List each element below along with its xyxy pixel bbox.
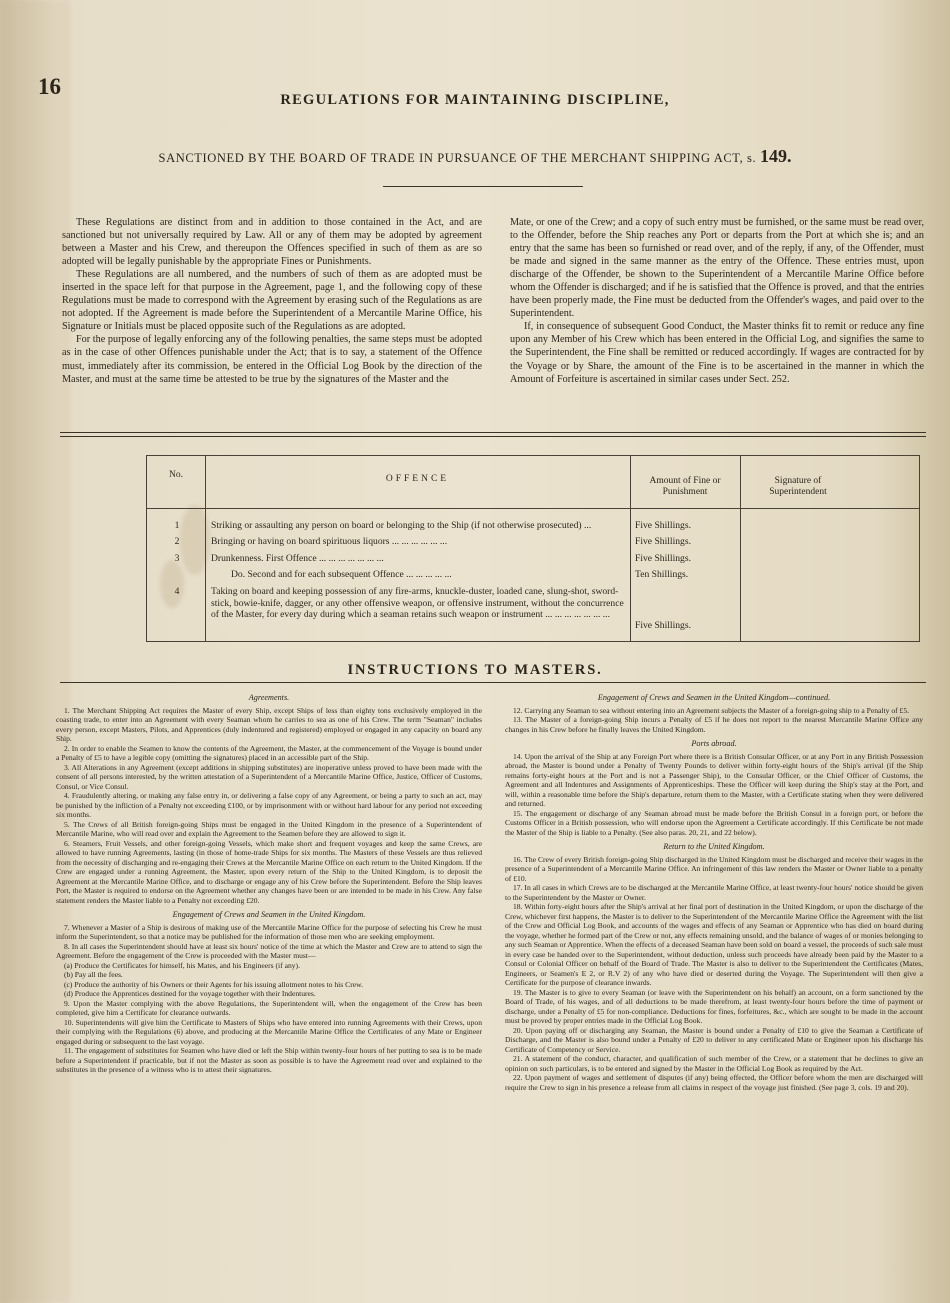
instruction-paragraph: 6. Steamers, Fruit Vessels, and other foreign-going Vessels, which make short and frequent voyages and keep the same Crews, are allowed to have running Agreements, lasting (in those of home-trade Ships for six months. The Masters of these Vessels are thus relieved from the necessity of discharging and re-engaging their Crews at the Mercantile Marine Office on each return to the United Kingdom. If the Crew are engaged under a running Agreement, the Master, upon every return of the Ship to the United Kingdom, is to deposit the Agreement at the Mercantile Marine Office, and to discharge or engage any of his Crew before the Superintendent. Before the Ship leaves Port, the Master is required to endorse on the Agreement whether any changes have been or are intended to be made in his Crew. Any false statement renders the Master liable to a Penalty not exceeding £20. bbox=[56, 838, 482, 905]
intro-paragraph: These Regulations are all numbered, and the numbers of such of them as are adopted must be inserted in the space left for that purpose in the Agreement, page 1, and the following copy of these Regulations must be made to correspond with the Agreement by erasing such of the Regulations as are not adopted. If the Agreement is made before the Superintendent of a Mercantile Marine Office, his Signature or Initials must be placed opposite such of the Regulations as are adopted. bbox=[62, 269, 482, 333]
instruction-paragraph: 18. Within forty-eight hours after the Ship's arrival at her final port of destination in the United Kingdom, or upon the discharge of the Crew, whichever first happens, the Master is to deliver to the Superintendent of the Mercantile Marine Office the Agreement with the list of the Crew and Official Log Book, and accounts of the wages and effects of any Seaman or Apprentice who has died on board during the voyage, whether he formed part of the Crew or not, any effects remaining unsold, and the balance of wages of or monies belonging to any such Seaman or Apprentice. When the effects of a deceased Seaman have been sold on board a vessel, the proceeds of such sale must in every case be handed over to the Superintendent, without deduction, unless such proceeds have already been paid by the Master to a Consul or Colonial Officer on behalf of the Board of Trade. The Master is also to deliver to the Superintendent the Certificates (Mates, Engineers, or Seamen's E 2, or R.V 2) of any who have died or deserted during the Voyage. The Superintendent will then give a Certificate for the purpose of clearance inwards. bbox=[505, 902, 923, 987]
section-heading: Engagement of Crews and Seamen in the United Kingdom. bbox=[172, 910, 366, 919]
instructions-title: INSTRUCTIONS TO MASTERS. bbox=[347, 662, 603, 678]
intro-left-column bbox=[62, 216, 482, 386]
instruction-paragraph: 3. All Alterations in any Agreement (except additions in shipping substitutes) are inoperative unless proved to have been made with the consent of all persons interested, by the written attestation of a Superintendent of a Mercantile Marine Office, Justice, Officer of Customs, Consul, or Vice Consul. bbox=[56, 762, 482, 791]
instructions-left-column bbox=[56, 688, 482, 1075]
instruction-paragraph: 11. The engagement of substitutes for Seamen who have died or left the Ship within twenty-four hours of her putting to sea is to be made before a Superintendent if practicable, but if not the Master as soon as possible is to have the Agreement read over and explained to the substitutes in the presence of a witness who is to attest their signatures. bbox=[56, 1046, 482, 1074]
row-number: 4 bbox=[174, 586, 180, 597]
instruction-paragraph: (d) Produce the Apprentices destined for the voyage together with their Indentures. bbox=[64, 989, 316, 998]
intro-paragraph: If, in consequence of subsequent Good Conduct, the Master thinks fit to remit or reduce any fine upon any Member of his Crew which has been entered in the Official Log, and signifies the same to the Superintendent, the Fine shall be remitted or reduced accordingly. If wages are contracted for by the Voyage or by Share, the amount of the Fine is to be ascertained in the manner in which the Amount of Forfeiture is ascertained in similar cases under Sect. 252. bbox=[510, 321, 924, 385]
section-rule bbox=[60, 432, 926, 433]
instruction-paragraph: 22. Upon payment of wages and settlement of disputes (if any) being effected, the Officer before whom the men are discharged will require the Crew to sign in his presence a release from all claims in respect of the voyage just finished. (See page 3, cols. 19 and 20). bbox=[505, 1073, 923, 1092]
instruction-paragraph: 5. The Crews of all British foreign-going Ships must be engaged in the United Kingdom in the presence of a Superintendent of Mercantile Marine, who will read over and explain the Agreement to the Seamen before they are allowed to sign it. bbox=[56, 819, 482, 838]
table-header-row bbox=[147, 456, 919, 509]
instruction-paragraph: 14. Upon the arrival of the Ship at any Foreign Port where there is a British Consular Officer, or at any Port in any British Possession abroad, the Master is bound under a Penalty of Twenty Pounds to deliver within forty-eight hours of the Ship's arrival (if the Ship remains forty-eight hours at the Port and is not a Passenger Ship), to the Consular Officer, or the Chief Officer of Customs, the Agreement and all Indentures and Assignments of Apprenticeships. These the Officer will keep during the Ship's stay at the Port, and will, within a reasonable time before the Ship's departure, return them to the Master, with a Certificate stating when they were delivered and returned. bbox=[505, 751, 923, 808]
row-offence: Do. Second and for each subsequent Offence ... ... ... ... ... bbox=[231, 569, 452, 580]
instructions-right-column bbox=[505, 688, 923, 1092]
section-heading: Agreements. bbox=[248, 693, 290, 702]
header-offence: OFFENCE bbox=[385, 474, 450, 484]
instruction-paragraph: 19. The Master is to give to every Seaman (or leave with the Superintendent on his behalf) an account, on a form sanctioned by the Board of Trade, of his wages, and of all deductions to be made therefrom, at least twenty-four hours before the time of payment or discharge, under a Penalty of £5 for non-compliance. Deductions for fines, forfeitures, &c., which are sought to be made in the account must be proved by proper entries made in the Official Log Book. bbox=[505, 987, 923, 1025]
section-heading: Return to the United Kingdom. bbox=[663, 842, 765, 851]
instruction-paragraph: (b) Pay all the fees. bbox=[64, 970, 123, 979]
section-rule bbox=[60, 436, 926, 437]
instruction-paragraph: 17. In all cases in which Crews are to be discharged at the Mercantile Marine Office, at least twenty-four hours' notice should be given to the Superintendent by the Master or Owner. bbox=[505, 883, 923, 902]
instruction-paragraph: 7. Whenever a Master of a Ship is desirous of making use of the Mercantile Marine Office for the purpose of selecting his Crew he must inform the Superintendent, so that a notice may be published for the information of those men who are seeking employment. bbox=[56, 922, 482, 941]
row-number: 3 bbox=[174, 553, 180, 564]
row-penalty: Five Shillings. bbox=[635, 553, 691, 564]
instructions-rule bbox=[60, 682, 926, 683]
instruction-paragraph: (c) Produce the authority of his Owners or their Agents for his issuing allotment notes to his Crew. bbox=[64, 979, 363, 989]
row-penalty: Five Shillings. bbox=[635, 520, 691, 531]
page-number: 16 bbox=[38, 74, 61, 99]
header-no: No. bbox=[169, 470, 183, 480]
instruction-paragraph: 4. Fraudulently altering, or making any false entry in, or delivering a false copy of any Agreement, or being a party to such an act, may be punished by the infliction of a Penalty not exceeding £100, or by imprisonment with or without hard labour for any period not exceeding six months. bbox=[56, 791, 482, 819]
subtitle-text: SANCTIONED BY THE BOARD OF TRADE IN PURSUANCE OF THE MERCHANT SHIPPING ACT, s. bbox=[158, 151, 757, 165]
instruction-paragraph: 2. In order to enable the Seamen to know the contents of the Agreement, the Master, at the commencement of the Voyage is bound under a Penalty of £5 to have a legible copy (omitting the signatures) placed in an accessible part of the Ship. bbox=[56, 743, 482, 762]
row-number: 2 bbox=[174, 536, 180, 547]
instruction-paragraph: (a) Produce the Certificates for himself, his Mates, and his Engineers (if any). bbox=[64, 960, 300, 970]
instruction-paragraph: 8. In all cases the Superintendent should have at least six hours' notice of the time at which the Master and Crew are to attend to sign the Agreement. Before the engagement of the Crew is proceeded with the Master must— bbox=[56, 941, 482, 960]
header-penalty: Amount of Fine or Punishment bbox=[649, 476, 721, 497]
row-penalty: Ten Shillings. bbox=[635, 569, 689, 580]
page-title: REGULATIONS FOR MAINTAINING DISCIPLINE, bbox=[280, 92, 670, 108]
subtitle-section: 149. bbox=[759, 146, 792, 166]
instruction-paragraph: 12. Carrying any Seaman to sea without entering into an Agreement subjects the Master of a foreign-going ship to a Penalty of £5. bbox=[513, 705, 910, 715]
title-rule bbox=[383, 186, 583, 187]
row-offence: Bringing or having on board spirituous liquors ... ... ... ... ... ... bbox=[211, 536, 448, 547]
section-heading: Ports abroad. bbox=[691, 739, 737, 748]
row-penalty: Five Shillings. bbox=[635, 536, 691, 547]
row-offence: Drunkenness. First Offence ... ... ... ... ... ... ... bbox=[211, 553, 384, 564]
instruction-paragraph: 9. Upon the Master complying with the above Regulations, the Superintendent will, when the engagement of the Crew has been completed, give him a Certificate for clearance outwards. bbox=[56, 998, 482, 1017]
instruction-paragraph: 10. Superintendents will give him the Certificate to Masters of Ships who have entered into running Agreements with their Crews, upon their complying with the Regulations (6) above, and producing at the Mercantile Marine Office the Certificates of any Mate or Engineer engaged during or subsequent to the last voyage. bbox=[56, 1017, 482, 1046]
instruction-paragraph: 13. The Master of a foreign-going Ship incurs a Penalty of £5 if he does not report to the nearest Mercantile Marine Office any changes in his Crew before he finally leaves the United Kingdom. bbox=[505, 715, 923, 734]
intro-paragraph: For the purpose of legally enforcing any of the following penalties, the same steps must be adopted as in the case of other Offences punishable under the Act; that is to say, a statement of the Offence must, immediately after its commission, be entered in the Official Log Book by the direction of the Master, and must at the same time be attested to be true by the signatures of the Master and the bbox=[62, 334, 482, 385]
section-heading: Engagement of Crews and Seamen in the United Kingdom—continued. bbox=[597, 693, 831, 702]
intro-right-column bbox=[510, 216, 924, 386]
intro-paragraph: These Regulations are distinct from and in addition to those contained in the Act, and are sanctioned but not universally required by Law. All or any of them may be adopted by agreement between a Master and his Crew, and thereupon the Offences specified in such of them as are so adopted will be legally punishable by the appropriate Fines or Punishments. bbox=[62, 217, 482, 268]
instruction-paragraph: 21. A statement of the conduct, character, and qualification of such member of the Crew, or a statement that he declines to give an opinion on such particulars, is to be entered and signed by the Master in the Official Log Book as required by the Act. bbox=[505, 1054, 923, 1073]
row-penalty: Five Shillings. bbox=[635, 620, 691, 631]
paper-edge-shade bbox=[0, 0, 70, 1303]
intro-paragraph: Mate, or one of the Crew; and a copy of such entry must be furnished, or the same must be read over, to the Offender, before the Ship reaches any Port or departs from the Port at which she is; and an entry that the same has been so furnished or read over, and of the reply, if any, of the Offender, must be made and signed in the same manner as the entry of the Offence. These entries must, upon discharge of the Offender, be shown to the Superintendent of a Mercantile Marine Office before whom the Offender is discharged; and if he is satisfied that the Offence is proved, and that the entries have been properly made, the Fine must be deducted from the Offender's wages, and paid over to the Superintendent. bbox=[510, 217, 924, 320]
offence-table bbox=[146, 455, 920, 642]
instruction-paragraph: 16. The Crew of every British foreign-going Ship discharged in the United Kingdom must be discharged and receive their wages in the presence of a Superintendent of a Mercantile Marine Office. An infringement of this law renders the Master or Owner liable to a penalty of £10. bbox=[505, 854, 923, 883]
instruction-paragraph: 15. The engagement or discharge of any Seaman abroad must be made before the British Consul in a foreign port, or before the Customs Officer in a British possession, who will endorse upon the Agreement a Certificate accordingly. If this Certificate be not made the Master of the Ship is liable to a Penalty. (See also paras. 20, 21, and 22 below). bbox=[505, 808, 923, 837]
row-offence: Taking on board and keeping possession of any fire-arms, knuckle-duster, loaded cane, slung-shot, sword-stick, bowie-knife, dagger, or any other offensive weapon, or offensive instrument, without the concurrence of the Master, for every day during which a seaman retains such weapon or instrument ... ... ... ... ... ... ... bbox=[211, 586, 624, 620]
page-subtitle bbox=[0, 146, 950, 167]
instruction-paragraph: 20. Upon paying off or discharging any Seaman, the Master is bound under a Penalty of £10 to give the Seaman a Certificate of Discharge, and the Master is also bound under a Penalty of £20 to deliver to any certificated Mate or Engineer upon his discharge his Certificate of Competency or Service. bbox=[505, 1025, 923, 1054]
row-offence: Striking or assaulting any person on board or belonging to the Ship (if not otherwise prosecuted) ... bbox=[211, 520, 592, 531]
instruction-paragraph: 1. The Merchant Shipping Act requires the Master of every Ship, except Ships of less than eighty tons exclusively employed in the coasting trade, to enter into an Agreement with every Seaman whom he carries to sea as one of his Crew. The term "Seaman" includes every person, except Masters, Pilots, and Apprentices (duly indentured and registered) employed or engaged in any capacity on board any Ship. bbox=[56, 705, 482, 743]
row-number: 1 bbox=[174, 520, 180, 531]
header-signature: Signature of Superintendent bbox=[769, 476, 827, 497]
